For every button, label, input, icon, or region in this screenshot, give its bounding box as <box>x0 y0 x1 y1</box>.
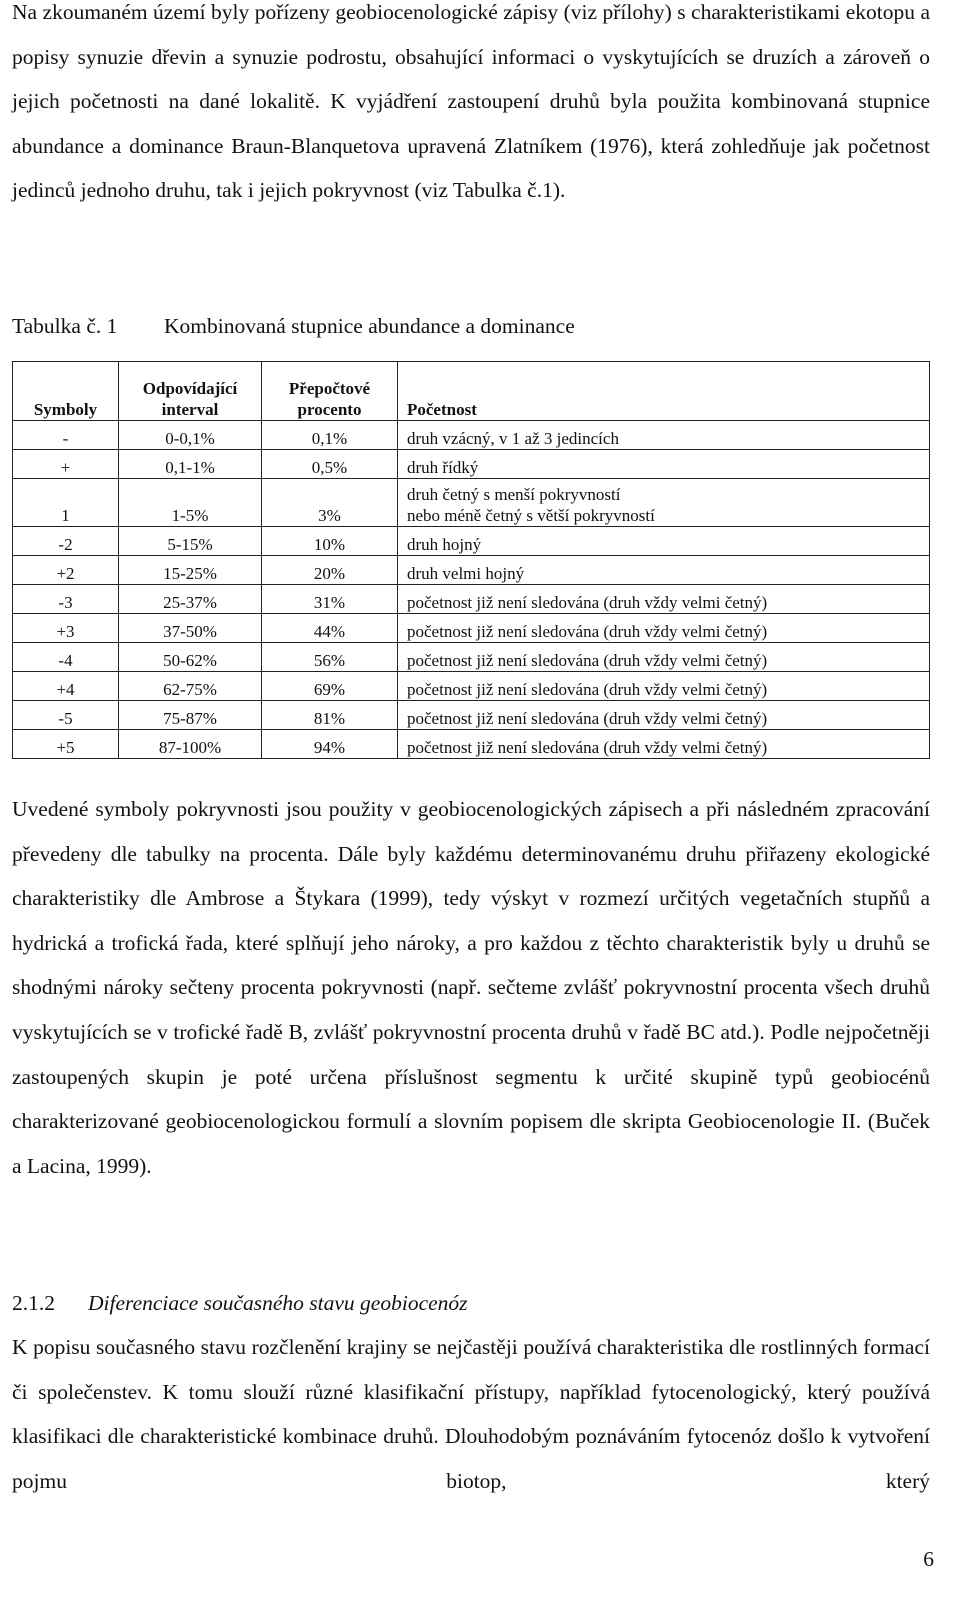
intro-paragraph: Na zkoumaném území byly pořízeny geobiocenologické zápisy (viz přílohy) s charakteristikami ekotopu a popisy synuzie dřevin a synuzie podrostu, obsahující informaci o vyskytujících se druzích a zároveň o jejich početnosti na dané lokalitě. K vyjádření zastoupení druhů byla použita kombinovaná stupnice abundance a dominance Braun-Blanquetova upravená Zlatníkem (1976), která zohledňuje jak početnost jedinců jednoho druhu, tak i jejich pokryvnost (viz Tabulka č.1). <box>12 0 930 203</box>
table-row <box>13 527 930 556</box>
table-row <box>13 421 930 450</box>
cell-symbol: + <box>13 450 119 479</box>
cell-percent: 31% <box>262 585 398 614</box>
second-paragraph: Uvedené symboly pokryvnosti jsou použity v geobiocenologických zápisech a při následném zpracování převedeny dle tabulky na procenta. Dále byly každému determinovanému druhu přiřazeny ekologické charakteristiky dle Ambrose a Štykara (1999), tedy výskyt v rozmezí určitých vegetačních stupňů a hydrická a trofická řada, které splňují jeho nároky, a pro každou z těchto charakteristik byly u druhů se shodnými nároky sečteny procenta pokryvnosti (např. sečteme zvlášť pokryvnostní procenta všech druhů vyskytujících se v trofické řadě B, zvlášť pokryvnostní procenta druhů v řadě BC atd.). Podle nejpočetněji zastoupených skupin je poté určena příslušnost segmentu k určité skupině typů geobiocénů charakterizované geobiocenologickou formulí a slovním popisem dle skripta Geobiocenologie II. (Buček a Lacina, 1999). <box>12 797 930 1178</box>
cell-count: početnost již není sledována (druh vždy velmi četný) <box>398 701 930 730</box>
cell-percent: 0,1% <box>262 421 398 450</box>
cell-interval: 5-15% <box>119 527 262 556</box>
abundance-dominance-table <box>12 361 930 759</box>
section-number: 2.1.2 <box>12 1291 55 1315</box>
cell-symbol: -2 <box>13 527 119 556</box>
header-count: Početnost <box>398 362 930 421</box>
cell-interval: 75-87% <box>119 701 262 730</box>
cell-count: druh řídký <box>398 450 930 479</box>
table-header-row <box>13 362 930 421</box>
table-row <box>13 450 930 479</box>
table-row <box>13 701 930 730</box>
cell-symbol: +3 <box>13 614 119 643</box>
cell-interval: 0,1-1% <box>119 450 262 479</box>
cell-symbol: 1 <box>13 479 119 527</box>
cell-percent: 56% <box>262 643 398 672</box>
cell-count: druh vzácný, v 1 až 3 jedincích <box>398 421 930 450</box>
cell-symbol: -3 <box>13 585 119 614</box>
cell-percent: 69% <box>262 672 398 701</box>
table-caption <box>12 313 575 339</box>
cell-symbol: -5 <box>13 701 119 730</box>
cell-percent: 10% <box>262 527 398 556</box>
cell-interval: 25-37% <box>119 585 262 614</box>
cell-interval: 62-75% <box>119 672 262 701</box>
cell-interval: 87-100% <box>119 730 262 759</box>
cell-symbol: -4 <box>13 643 119 672</box>
table-row <box>13 479 930 527</box>
third-paragraph: K popisu současného stavu rozčlenění krajiny se nejčastěji používá charakteristika dle rostlinných formací či společenstev. K tomu slouží různé klasifikační přístupy, například fytocenologický, který používá klasifikaci dle charakteristické kombinace druhů. Dlouhodobým poznáváním fytocenóz došlo k vytvoření pojmu biotop, který <box>12 1335 930 1493</box>
cell-count: druh hojný <box>398 527 930 556</box>
cell-count: početnost již není sledována (druh vždy velmi četný) <box>398 672 930 701</box>
table-row <box>13 730 930 759</box>
cell-interval: 0-0,1% <box>119 421 262 450</box>
cell-interval: 37-50% <box>119 614 262 643</box>
table-row <box>13 585 930 614</box>
table-row <box>13 556 930 585</box>
cell-count: početnost již není sledována (druh vždy velmi četný) <box>398 730 930 759</box>
table-row <box>13 672 930 701</box>
section-title: Diferenciace současného stavu geobiocenóz <box>88 1291 468 1315</box>
cell-count: početnost již není sledována (druh vždy velmi četný) <box>398 643 930 672</box>
page-number: 6 <box>923 1547 934 1571</box>
cell-count: početnost již není sledována (druh vždy velmi četný) <box>398 585 930 614</box>
cell-symbol: +4 <box>13 672 119 701</box>
cell-symbol: +2 <box>13 556 119 585</box>
cell-symbol: - <box>13 421 119 450</box>
cell-percent: 20% <box>262 556 398 585</box>
cell-percent: 0,5% <box>262 450 398 479</box>
table-caption-title: Kombinovaná stupnice abundance a dominance <box>164 314 575 338</box>
cell-percent: 3% <box>262 479 398 527</box>
header-symbol: Symboly <box>13 362 119 421</box>
cell-count: druh velmi hojný <box>398 556 930 585</box>
table-row <box>13 614 930 643</box>
cell-interval: 15-25% <box>119 556 262 585</box>
cell-percent: 44% <box>262 614 398 643</box>
cell-symbol: +5 <box>13 730 119 759</box>
table-caption-label: Tabulka č. 1 <box>12 314 118 338</box>
cell-count: početnost již není sledována (druh vždy velmi četný) <box>398 614 930 643</box>
header-interval: Odpovídající interval <box>119 362 262 421</box>
cell-interval: 50-62% <box>119 643 262 672</box>
cell-percent: 81% <box>262 701 398 730</box>
section-heading <box>12 1288 468 1318</box>
header-percent: Přepočtové procento <box>262 362 398 421</box>
cell-count: druh četný s menší pokryvností nebo méně četný s větší pokryvností <box>398 479 930 527</box>
cell-percent: 94% <box>262 730 398 759</box>
cell-interval: 1-5% <box>119 479 262 527</box>
table-row <box>13 643 930 672</box>
